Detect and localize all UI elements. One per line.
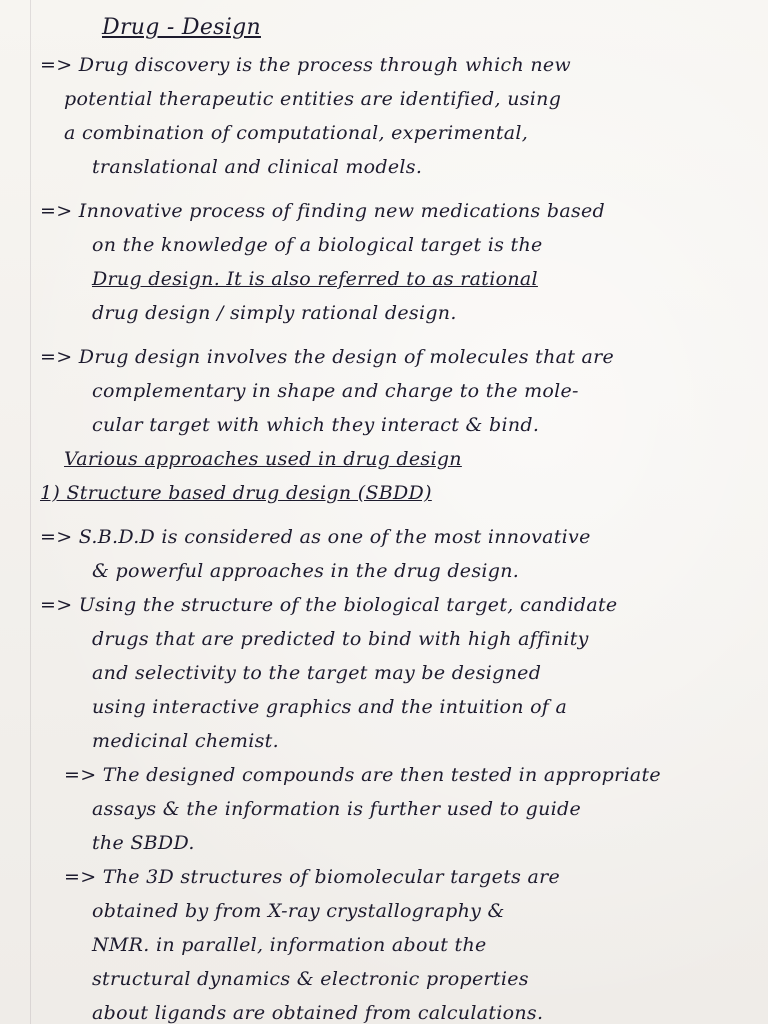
note-line: and selectivity to the target may be designed — [92, 662, 542, 684]
margin-line — [30, 0, 31, 1024]
note-line: => The designed compounds are then tested in appropriate — [64, 764, 661, 786]
note-line: drug design / simply rational design. — [92, 302, 457, 324]
note-line: => S.B.D.D is considered as one of the most innovative — [40, 526, 591, 548]
note-line: about ligands are obtained from calculations. — [92, 1002, 544, 1024]
page-title: Drug - Design — [102, 15, 261, 40]
note-line: & powerful approaches in the drug design. — [92, 560, 520, 582]
note-line: cular target with which they interact & bind. — [92, 414, 540, 436]
note-line: => The 3D structures of biomolecular targets are — [64, 866, 561, 888]
note-line: => Using the structure of the biological target, candidate — [40, 594, 618, 616]
note-line: translational and clinical models. — [92, 156, 423, 178]
note-line: using interactive graphics and the intuition of a — [92, 696, 568, 718]
section-heading: Various approaches used in drug design — [64, 448, 462, 470]
note-line: assays & the information is further used to guide — [92, 798, 582, 820]
note-line: complementary in shape and charge to the mole- — [92, 380, 579, 402]
note-line: Drug design. It is also referred to as rational — [92, 268, 538, 290]
note-line: the SBDD. — [92, 832, 195, 854]
note-line: drugs that are predicted to bind with high affinity — [92, 628, 589, 650]
note-line: structural dynamics & electronic properties — [92, 968, 529, 990]
note-line: NMR. in parallel, information about the — [92, 934, 487, 956]
note-line: => Drug design involves the design of molecules that are — [40, 346, 615, 368]
note-line: a combination of computational, experimental, — [64, 122, 529, 144]
note-line: potential therapeutic entities are identified, using — [64, 88, 562, 110]
section-heading: 1) Structure based drug design (SBDD) — [40, 482, 432, 504]
note-line: => Innovative process of finding new medications based — [40, 200, 606, 222]
note-line: on the knowledge of a biological target is the — [92, 234, 543, 256]
note-line: => Drug discovery is the process through which new — [40, 54, 571, 76]
note-line: obtained by from X-ray crystallography & — [92, 900, 505, 922]
note-line: medicinal chemist. — [92, 730, 279, 752]
handwritten-notes — [40, 8, 755, 1024]
